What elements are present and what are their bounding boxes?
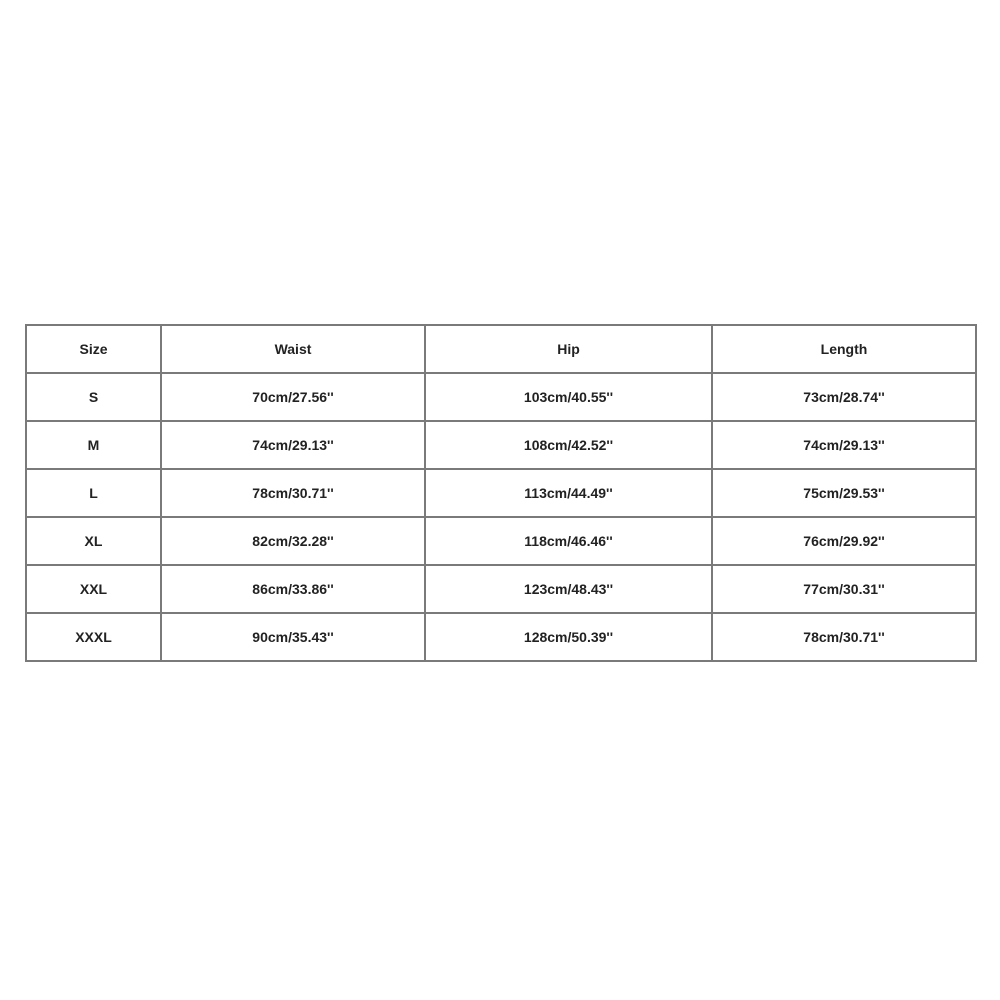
- size-cell: S: [26, 373, 161, 421]
- size-cell: XXXL: [26, 613, 161, 661]
- hip-cell: 113cm/44.49'': [425, 469, 712, 517]
- length-cell: 77cm/30.31'': [712, 565, 976, 613]
- waist-cell: 82cm/32.28'': [161, 517, 425, 565]
- header-waist: Waist: [161, 325, 425, 373]
- size-cell: L: [26, 469, 161, 517]
- length-cell: 78cm/30.71'': [712, 613, 976, 661]
- header-size: Size: [26, 325, 161, 373]
- length-cell: 76cm/29.92'': [712, 517, 976, 565]
- hip-cell: 128cm/50.39'': [425, 613, 712, 661]
- waist-cell: 78cm/30.71'': [161, 469, 425, 517]
- table-row: [26, 613, 976, 661]
- waist-cell: 74cm/29.13'': [161, 421, 425, 469]
- hip-cell: 123cm/48.43'': [425, 565, 712, 613]
- table-row: [26, 517, 976, 565]
- header-row: [26, 325, 976, 373]
- length-cell: 73cm/28.74'': [712, 373, 976, 421]
- length-cell: 74cm/29.13'': [712, 421, 976, 469]
- size-chart-table: [25, 324, 977, 662]
- waist-cell: 86cm/33.86'': [161, 565, 425, 613]
- size-cell: XL: [26, 517, 161, 565]
- header-length: Length: [712, 325, 976, 373]
- table-row: [26, 565, 976, 613]
- size-cell: XXL: [26, 565, 161, 613]
- table-row: [26, 469, 976, 517]
- waist-cell: 90cm/35.43'': [161, 613, 425, 661]
- table-row: [26, 421, 976, 469]
- waist-cell: 70cm/27.56'': [161, 373, 425, 421]
- length-cell: 75cm/29.53'': [712, 469, 976, 517]
- hip-cell: 118cm/46.46'': [425, 517, 712, 565]
- hip-cell: 103cm/40.55'': [425, 373, 712, 421]
- size-cell: M: [26, 421, 161, 469]
- table-row: [26, 373, 976, 421]
- header-hip: Hip: [425, 325, 712, 373]
- hip-cell: 108cm/42.52'': [425, 421, 712, 469]
